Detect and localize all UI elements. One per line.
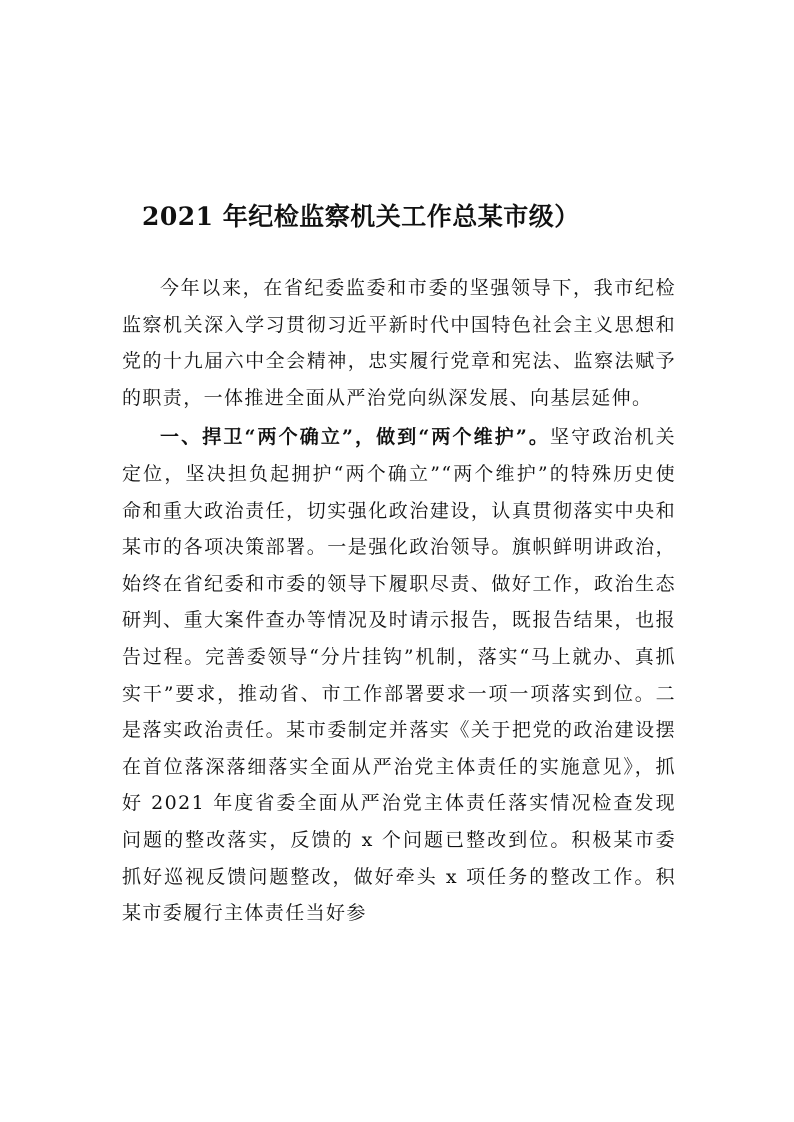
section-one-paragraph — [122, 419, 676, 931]
section-one-text: 坚守政治机关定位，坚决担负起拥护“两个确立”“两个维护”的特殊历史使命和重大政治责任，切实强化政治建设，认真贯彻落实中央和某市的各项决策部署。一是强化政治领导。旗帜鲜明讲政治，始终在省纪委和市委的领导下履职尽责、做好工作，政治生态研判、重大案件查办等情况及时请示报告，既报告结果，也报告过程。完善委领导“分片挂钩”机制，落实“马上就办、真抓实干”要求，推动省、市工作部署要求一项一项落实到位。二是落实政治责任。某市委制定并落实《关于把党的政治建设摆在首位落深落细落实全面从严治党主体责任的实施意见》，抓好 2021 年度省委全面从严治党主体责任落实情况检查发现问题的整改落实，反馈的 x 个问题已整改到位。积极某市委抓好巡视反馈问题整改，做好牵头 x 项任务的整改工作。积某市委履行主体责任当好参 — [122, 426, 676, 925]
document-body — [122, 270, 676, 932]
intro-paragraph-text: 今年以来，在省纪委监委和市委的坚强领导下，我市纪检监察机关深入学习贯彻习近平新时代中国特色社会主义思想和党的十九届六中全会精神，忠实履行党章和宪法、监察法赋予的职责，一体推进全面从严治党向纵深发展、向基层延伸。 — [122, 277, 676, 409]
intro-paragraph — [122, 270, 676, 416]
section-one-heading: 一、捍卫“两个确立”，做到“两个维护”。 — [160, 426, 551, 449]
document-title: 2021 年纪检监察机关工作总某市级） — [142, 202, 580, 231]
